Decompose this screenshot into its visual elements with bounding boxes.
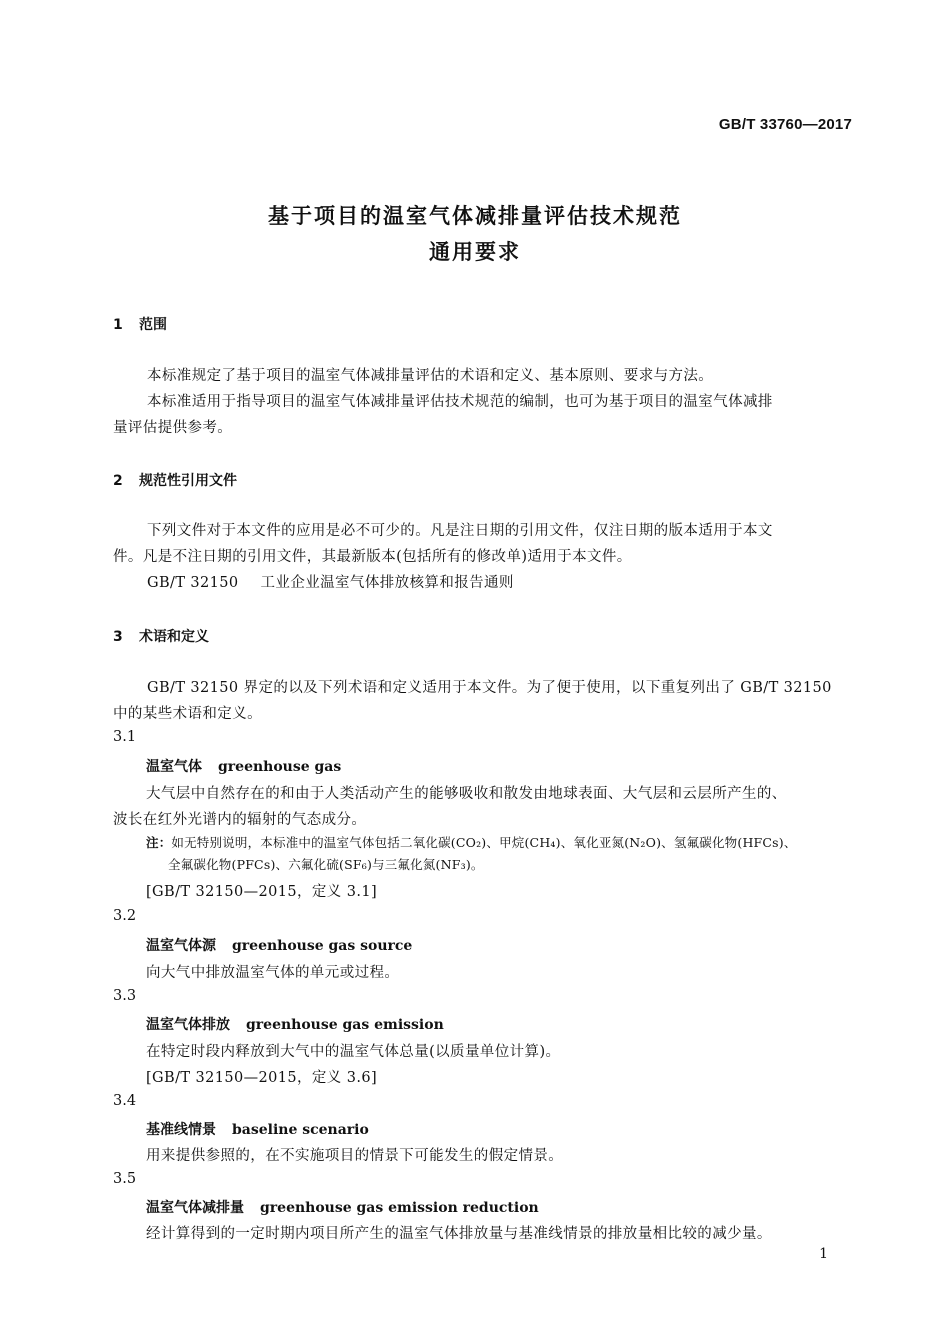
term-number: 3.4: [113, 1093, 137, 1109]
page-number: 1: [819, 1246, 828, 1262]
term-definition-continuation: 波长在红外光谱内的辐射的气态成分。: [113, 812, 367, 828]
term-zh: 温室气体排放: [146, 1017, 230, 1033]
note: [146, 832, 856, 876]
term-definition: 在特定时段内释放到大气中的温室气体总量(以质量单位计算)。: [146, 1044, 561, 1060]
term-zh: 温室气体减排量: [146, 1200, 244, 1216]
term-entry: [146, 1197, 539, 1217]
section-2-heading: [113, 470, 237, 490]
section-3-heading: [113, 626, 209, 646]
paragraph-continuation: 件。凡是不注日期的引用文件，其最新版本(包括所有的修改单)适用于本文件。: [113, 549, 632, 565]
reference-code: GB/T 32150: [147, 575, 239, 591]
standard-code: GB/T 33760—2017: [718, 116, 852, 133]
paragraph: 本标准规定了基于项目的温室气体减排量评估的术语和定义、基本原则、要求与方法。: [147, 368, 714, 384]
term-number: 3.3: [113, 988, 137, 1004]
term-en: greenhouse gas emission reduction: [260, 1200, 539, 1216]
section-number: 1: [113, 317, 123, 333]
paragraph-continuation: 中的某些术语和定义。: [113, 706, 262, 722]
term-definition: 经计算得到的一定时期内项目所产生的温室气体排放量与基准线情景的排放量相比较的减少量。: [146, 1226, 772, 1242]
paragraph: GB/T 32150 界定的以及下列术语和定义适用于本文件。为了便于使用，以下重复列出了 GB/T 32150: [147, 680, 832, 696]
term-zh: 基准线情景: [146, 1122, 216, 1138]
term-entry: [146, 935, 412, 955]
term-entry: [146, 756, 341, 776]
document-subtitle: 通用要求: [429, 240, 521, 264]
term-en: greenhouse gas emission: [246, 1017, 444, 1033]
note-text-continuation: 全氟碳化物(PFCs)、六氟化硫(SF₆)与三氟化氮(NF₃)。: [168, 857, 484, 872]
section-number: 3: [113, 629, 123, 645]
term-source: [GB/T 32150—2015，定义 3.6]: [146, 1070, 378, 1086]
section-number: 2: [113, 473, 123, 489]
section-1-heading: [113, 314, 167, 334]
paragraph-continuation: 量评估提供参考。: [113, 420, 233, 436]
term-zh: 温室气体: [146, 759, 202, 775]
term-entry: [146, 1014, 444, 1034]
term-number: 3.1: [113, 729, 137, 745]
section-title: 术语和定义: [139, 629, 209, 645]
note-text: 如无特别说明，本标准中的温室气体包括二氧化碳(CO₂)、甲烷(CH₄)、氧化亚氮(N₂O)、氢氟碳化物(HFCs)、: [171, 835, 797, 850]
reference-title: 工业企业温室气体排放核算和报告通则: [260, 575, 514, 591]
term-definition: 用来提供参照的，在不实施项目的情景下可能发生的假定情景。: [146, 1148, 564, 1164]
term-entry: [146, 1119, 369, 1139]
term-zh: 温室气体源: [146, 938, 216, 954]
term-source: [GB/T 32150—2015，定义 3.1]: [146, 884, 378, 900]
paragraph: 本标准适用于指导项目的温室气体减排量评估技术规范的编制，也可为基于项目的温室气体减排: [147, 394, 773, 410]
term-definition: 向大气中排放温室气体的单元或过程。: [146, 965, 400, 981]
term-en: greenhouse gas source: [232, 938, 413, 954]
term-number: 3.5: [113, 1171, 137, 1187]
section-title: 规范性引用文件: [139, 473, 237, 489]
normative-reference: [147, 571, 514, 592]
term-en: greenhouse gas: [218, 759, 342, 775]
document-title: 基于项目的温室气体减排量评估技术规范: [268, 204, 682, 228]
paragraph: 下列文件对于本文件的应用是必不可少的。凡是注日期的引用文件，仅注日期的版本适用于本文: [147, 523, 773, 539]
term-definition: 大气层中自然存在的和由于人类活动产生的能够吸收和散发由地球表面、大气层和云层所产生的、: [146, 786, 787, 802]
term-number: 3.2: [113, 908, 137, 924]
section-title: 范围: [139, 317, 167, 333]
note-label: 注：: [146, 835, 172, 850]
term-en: baseline scenario: [232, 1122, 369, 1138]
